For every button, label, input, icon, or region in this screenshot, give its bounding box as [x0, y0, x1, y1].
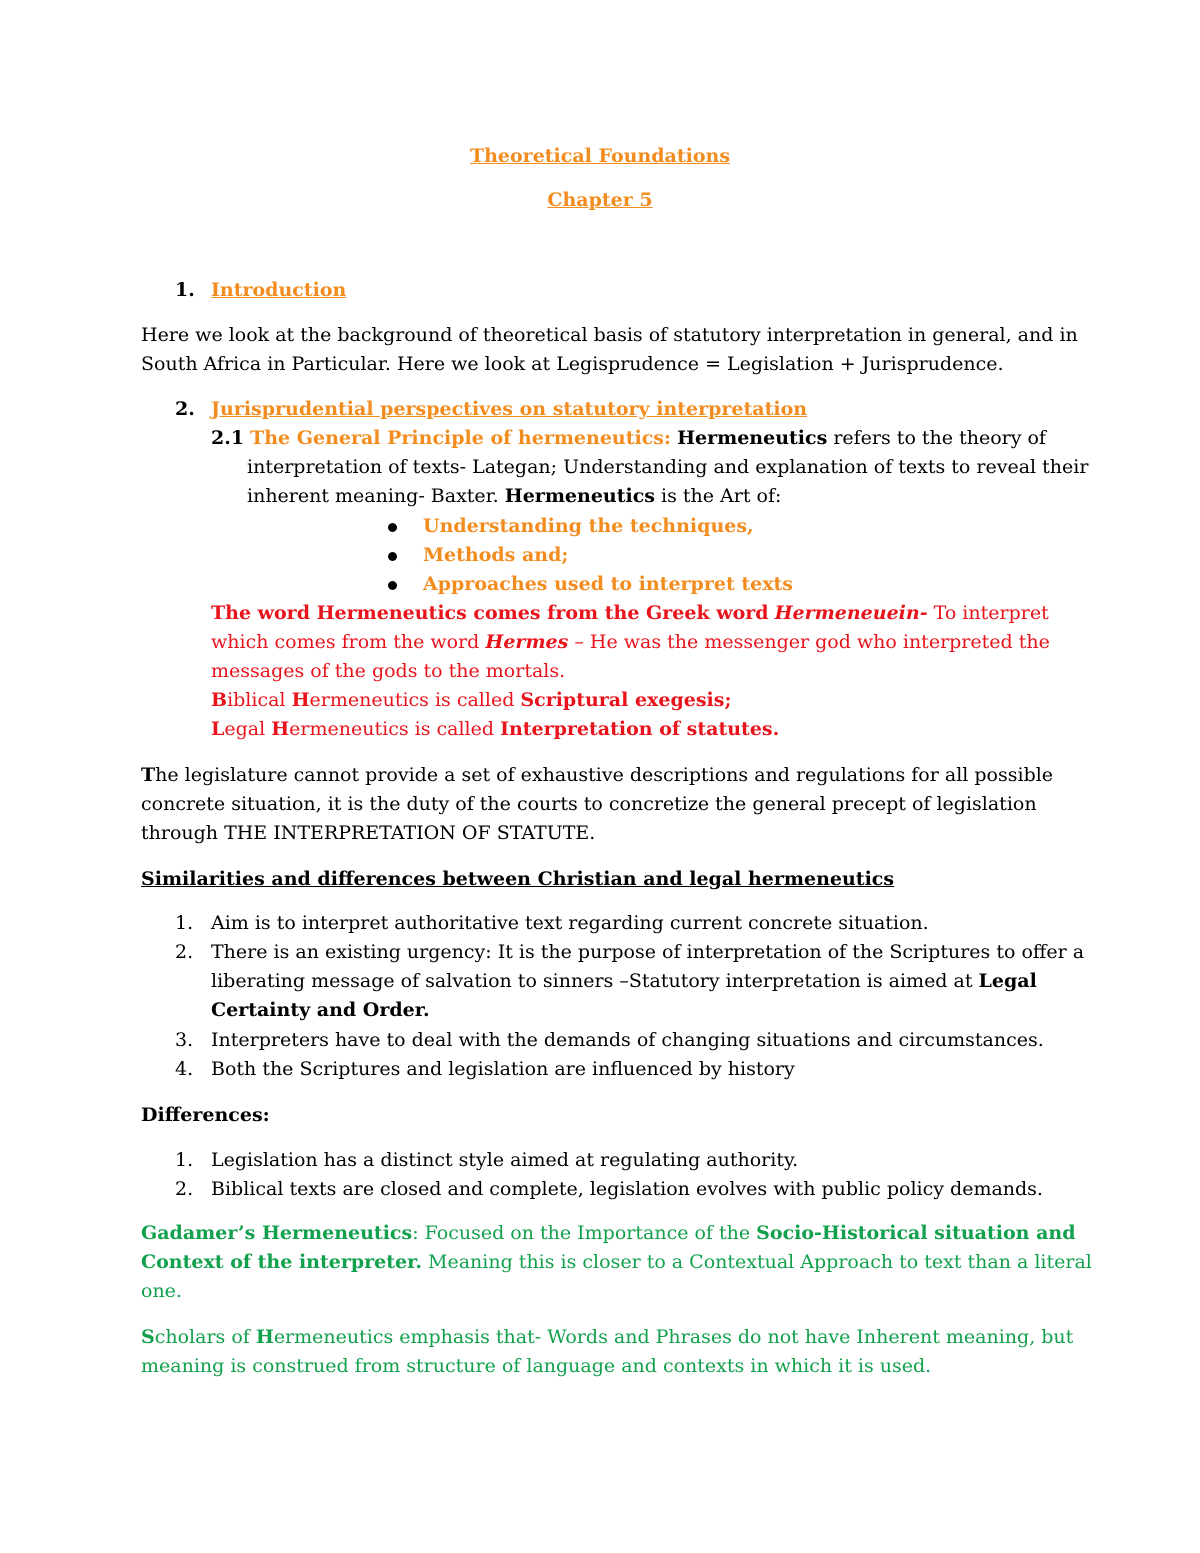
subsection-2-1-line-1 — [211, 424, 1046, 453]
similarity-item-2-line-2 — [211, 967, 1037, 996]
scholars-line-2: meaning is construed from structure of language and contexts in which it is used. — [141, 1355, 932, 1377]
text-span: cholars of — [154, 1326, 250, 1348]
list-number: 2. — [175, 1178, 194, 1200]
gadamer-term: Gadamer’s Hermeneutics — [141, 1222, 413, 1244]
etymology-line-2 — [211, 628, 1050, 657]
biblical-hermeneutics-line — [211, 686, 731, 715]
legislature-line-1 — [141, 761, 1053, 790]
section-2-number: 2. — [175, 398, 195, 420]
text-span: liberating message of salvation to sinners –Statutory interpretation is aimed at — [211, 970, 973, 992]
intro-paragraph-line-1: Here we look at the background of theoretical basis of statutory interpretation in general, and in — [141, 324, 1078, 346]
bullet-icon — [388, 552, 397, 561]
legislature-line-3: through THE INTERPRETATION OF STATUTE. — [141, 822, 596, 844]
intro-paragraph-line-2: South Africa in Particular. Here we look at Legisprudence = Legislation + Jurisprudence. — [141, 353, 1004, 375]
hermeneutics-term: Hermeneutics — [677, 427, 828, 449]
bullet-item-1: Understanding the techniques, — [423, 515, 754, 537]
subsection-2-1-line-3 — [247, 482, 781, 511]
text-span: iblical — [227, 689, 286, 711]
subsection-text: refers to the theory of — [833, 427, 1046, 449]
list-number: 1. — [175, 912, 194, 934]
etymology-text: which comes from the word — [211, 631, 480, 653]
section-1-number: 1. — [175, 279, 195, 301]
initial-letter: H — [291, 689, 310, 711]
gadamer-line-2 — [141, 1248, 1092, 1277]
text-span: Meaning this is closer to a Contextual Approach to text than a literal — [428, 1251, 1092, 1273]
bullet-icon — [388, 581, 397, 590]
chapter-heading: Chapter 5 — [547, 189, 653, 211]
text-span: he legislature cannot provide a set of exhaustive descriptions and regulations for all possible — [155, 764, 1054, 786]
greek-word: Hermeneuein- — [774, 602, 928, 624]
emphasis-text: Legal — [978, 970, 1037, 992]
initial-letter: H — [255, 1326, 274, 1348]
etymology-text: To interpret — [933, 602, 1049, 624]
hermeneutics-term: Hermeneutics — [504, 485, 655, 507]
list-number: 2. — [175, 941, 194, 963]
initial-letter: T — [141, 764, 156, 786]
initial-letter: B — [211, 689, 228, 711]
etymology-text: The word Hermeneutics comes from the Greek word — [211, 602, 769, 624]
difference-item-2: Biblical texts are closed and complete, legislation evolves with public policy demands. — [211, 1178, 1043, 1200]
section-1-heading: Introduction — [211, 279, 347, 301]
text-span: ermeneutics is called — [289, 718, 495, 740]
similarities-heading: Similarities and differences between Christian and legal hermeneutics — [141, 868, 895, 890]
subsection-text: is the Art of: — [661, 485, 782, 507]
etymology-text: – He was the messenger god who interpreted the — [574, 631, 1050, 653]
similarity-item-4: Both the Scriptures and legislation are influenced by history — [211, 1058, 795, 1080]
initial-letter: L — [211, 718, 225, 740]
etymology-line-3: messages of the gods to the mortals. — [211, 660, 566, 682]
text-span: : Focused on the Importance of the — [412, 1222, 751, 1244]
emphasis-text: Context of the interpreter. — [141, 1251, 422, 1273]
document-title: Theoretical Foundations — [469, 145, 731, 167]
emphasis-text: Socio-Historical situation and — [756, 1222, 1076, 1244]
list-number: 3. — [175, 1029, 194, 1051]
bullet-icon — [388, 523, 397, 532]
scholars-line-1 — [141, 1323, 1073, 1352]
scriptural-exegesis-term: Scriptural exegesis; — [520, 689, 732, 711]
gadamer-line-1 — [141, 1219, 1076, 1248]
bullet-item-2: Methods and; — [423, 544, 569, 566]
etymology-line-1 — [211, 599, 1049, 628]
bullet-item-3: Approaches used to interpret texts — [423, 573, 793, 595]
difference-item-1: Legislation has a distinct style aimed at regulating authority. — [211, 1149, 799, 1171]
list-number: 1. — [175, 1149, 194, 1171]
similarity-item-2-line-1: There is an existing urgency: It is the purpose of interpretation of the Scriptures to offer a — [211, 941, 1085, 963]
differences-heading: Differences: — [141, 1104, 270, 1126]
text-span: ermeneutics emphasis that- Words and Phrases do not have Inherent meaning, but — [273, 1326, 1074, 1348]
similarity-item-2-line-3: Certainty and Order. — [211, 999, 430, 1021]
legislature-line-2: concrete situation, it is the duty of the courts to concretize the general precept of legislation — [141, 793, 1037, 815]
hermes-word: Hermes — [485, 631, 569, 653]
initial-letter: S — [141, 1326, 155, 1348]
similarity-item-1: Aim is to interpret authoritative text regarding current concrete situation. — [211, 912, 929, 934]
subsection-text: inherent meaning- Baxter. — [247, 485, 499, 507]
text-span: ermeneutics is called — [309, 689, 515, 711]
section-2-heading: Jurisprudential perspectives on statutory interpretation — [211, 398, 808, 420]
subsection-2-1-line-2: interpretation of texts- Lategan; Understanding and explanation of texts to reveal their — [247, 456, 1089, 478]
subsection-heading: The General Principle of hermeneutics: — [250, 427, 672, 449]
legal-hermeneutics-line — [211, 715, 779, 744]
list-number: 4. — [175, 1058, 194, 1080]
initial-letter: H — [271, 718, 290, 740]
interpretation-of-statutes-term: Interpretation of statutes. — [500, 718, 780, 740]
subsection-number: 2.1 — [211, 427, 245, 449]
similarity-item-3: Interpreters have to deal with the demands of changing situations and circumstances. — [211, 1029, 1044, 1051]
gadamer-line-3: one. — [141, 1280, 182, 1302]
text-span: egal — [224, 718, 266, 740]
